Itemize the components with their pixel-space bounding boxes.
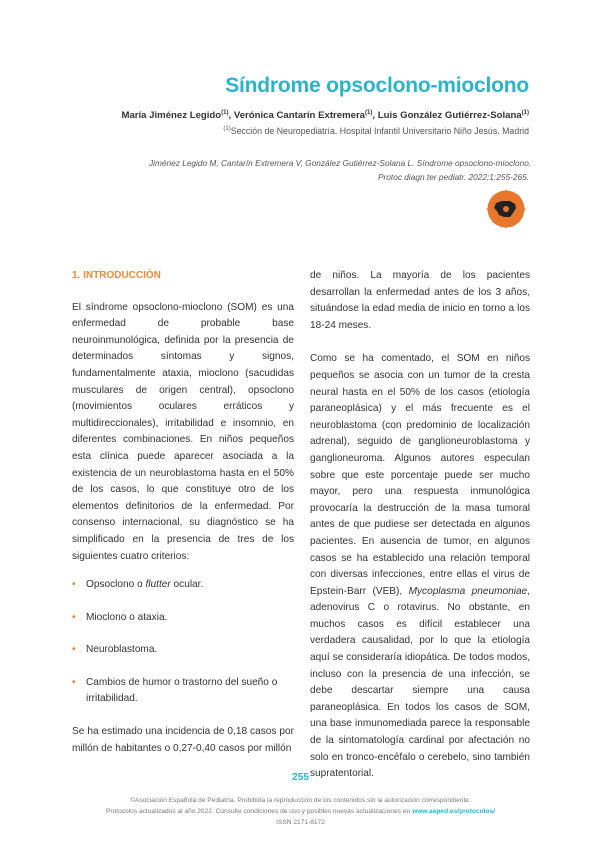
copyright-notice: ©Asociación Española de Pediatría. Prohibida la reproducción de los contenidos sin la autorización correspondiente. — [130, 797, 471, 804]
author-affiliation — [223, 126, 529, 136]
author-name: María Jiménez Legido — [121, 110, 222, 122]
criterion-text: Neuroblastoma. — [86, 644, 158, 656]
right-column — [310, 268, 530, 783]
protocols-link[interactable]: www.aeped.es/protocolos/ — [412, 808, 495, 815]
author-affiliation-mark: (1) — [221, 110, 229, 116]
author-separator: , — [372, 110, 378, 122]
author-affiliation-mark: (1) — [365, 110, 373, 116]
author-name: Luis González Gutiérrez-Solana — [377, 110, 522, 122]
species-name: Mycoplasma pneumoniae — [408, 585, 528, 597]
author-list — [121, 110, 529, 121]
update-notice — [0, 806, 601, 817]
paragraph-text: Como se ha comentado, el SOM en niños pequeños se asocia con un tumor de la cresta neural hasta en el 50% de los casos (etiología paraneoplásica) y el más frecuente es el neuroblastoma (con predominio de localización adrenal), seguido de ganglioneuroblastoma y ganglioneuroma. Algunos autores especulan sobre que este porcentaje puede ser mucho mayor, pero una respuesta inmunológica provocaría la destrucción de la masa tumoral antes de que pudiese ser detectada en algunos pacientes. En ausencia de tumor, en algunos casos se ha establecido una relación temporal con diversas infecciones, entre ellas el virus de Epstein-Barr (VEB), — [310, 353, 530, 597]
spain-map-logo-icon — [486, 189, 526, 229]
bullet-icon: • — [72, 611, 76, 623]
affiliation-text: Sección de Neuropediatría. Hospital Infantil Universitario Niño Jesús. Madrid — [230, 126, 529, 136]
logo-center-dot — [503, 206, 509, 212]
body-paragraph: Se ha estimado una incidencia de 0,18 casos por millón de habitantes o 0,27-0,40 casos por millón — [72, 726, 294, 754]
criterion-text: Mioclono o ataxia. — [86, 611, 168, 623]
bullet-icon: • — [72, 676, 76, 688]
issn: ISSN 2171-8172 — [276, 819, 325, 826]
author-affiliation-mark: (1) — [521, 110, 529, 116]
criterion-text: ocular. — [170, 579, 204, 591]
body-paragraph — [310, 351, 530, 782]
list-item — [72, 610, 294, 627]
update-text: Protocolos actualizados al año 2022. Consulte condiciones de uso y posibles nuevas actualizaciones en — [105, 808, 413, 815]
page-number: 255 — [292, 772, 309, 783]
body-paragraph: de niños. La mayoría de los pacientes desarrollan la enfermedad antes de los 3 años, situándose la edad media de inicio en torno a los 18-24 meses. — [310, 270, 530, 331]
page-footer — [0, 795, 601, 828]
citation-block — [149, 156, 532, 184]
paragraph-text: , adenovirus C o rotavirus. No obstante, en muchos casos es difícil establecer una verdadera causalidad, por lo que la etiología aquí se consideraría idiopática. De todos modos, incluso con la presencia de una infección, se debe descartar siempre una causa paraneoplásica. En todos los casos de SOM, una base inmunomediada parece la responsable de la sintomatología cardinal por afectación no solo en tronco-encéfalo o cerebelo, sino también supratentorial. — [310, 585, 530, 780]
list-item — [72, 577, 294, 594]
affiliation-mark: (1) — [223, 126, 231, 133]
citation-line: Protoc diagn ter pediatr. 2022;1:255-265. — [378, 172, 529, 182]
author-name: Verónica Cantarín Extremera — [233, 110, 366, 122]
bullet-icon: • — [72, 579, 76, 591]
criterion-text: Opsoclono o — [86, 579, 146, 591]
article-title: Síndrome opsoclono-mioclono — [225, 74, 529, 97]
bullet-icon: • — [72, 644, 76, 656]
author-separator: , — [228, 110, 234, 122]
criterion-text: Cambios de humor o trastorno del sueño o irritabilidad. — [86, 676, 278, 705]
criterion-emphasis: flutter — [145, 579, 171, 591]
list-item — [72, 642, 294, 659]
section-heading: 1. INTRODUCCIÓN — [72, 270, 161, 281]
criteria-list — [72, 577, 294, 708]
citation-line: Jiménez Legido M, Cantarín Extremera V, González Gutiérrez-Solana L. Síndrome opsoclono-mioclono. — [149, 158, 532, 168]
left-column — [72, 268, 294, 757]
list-item — [72, 675, 294, 708]
body-paragraph: El síndrome opsoclono-mioclono (SOM) es una enfermedad de probable base neuroinmunológica, definida por la presencia de determinados síntomas y signos, fundamentalmente ataxia, mioclono (sacudidas musculares de origen central), opsoclono (movimientos oculares erráticos y multidireccionales), irritabilidad e insomnio, en diferentes combinaciones. En niños pequeños esta clínica puede aparecer asociada a la existencia de un neuroblastoma hasta en el 50% de los casos, lo que constituye otro de los elementos definitorios de la enfermedad. Por consenso internacional, su diagnóstico se ha simplificado en la presencia de tres de los siguientes cuatro criterios: — [72, 301, 294, 562]
